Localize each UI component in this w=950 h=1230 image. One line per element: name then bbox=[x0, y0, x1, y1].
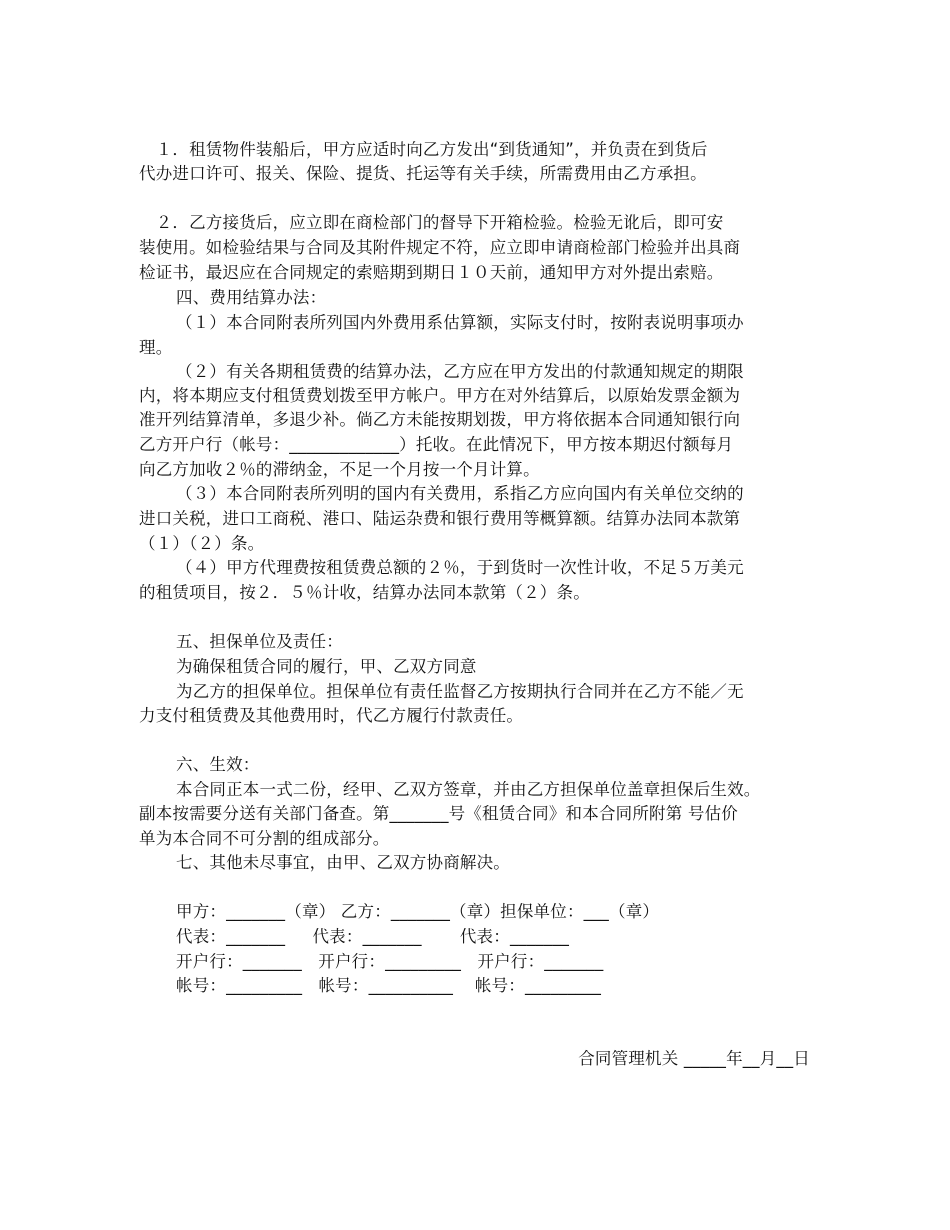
section-5-line-1: 为确保租赁合同的履行，甲、乙双方同意 bbox=[176, 657, 477, 676]
section-5-line-3: 力支付租赁费及其他费用时，代乙方履行付款责任。 bbox=[139, 706, 524, 725]
section-4-item-3-line-1: （３）本合同附表所列明的国内有关费用，系指乙方应向国内有关单位交纳的 bbox=[176, 484, 744, 503]
section-4-item-2-line-4: 乙方开户行（帐号：_____________）托收。在此情况下，甲方按本期迟付额每月 bbox=[139, 435, 734, 454]
signature-representative-row: 代表：_______ 代表：_______ 代表：_______ bbox=[176, 927, 570, 946]
section-4-heading: 四、费用结算办法： bbox=[176, 288, 327, 307]
signature-parties-row: 甲方：_______（章） 乙方：_______（章）担保单位：___（章） bbox=[176, 902, 660, 921]
section-4-item-4-line-2: 的租赁项目，按２．５％计收，结算办法同本款第（２）条。 bbox=[139, 583, 590, 602]
signature-bank-row: 开户行：_______ 开户行：_________ 开户行：_______ bbox=[176, 952, 604, 971]
clause-1-line-1: １．租赁物件装船后，甲方应适时向乙方发出“到货通知”，并负责在到货后 bbox=[139, 140, 708, 159]
section-6-heading: 六、生效： bbox=[176, 755, 260, 774]
section-4-item-3-line-2: 进口关税，进口工商税、港口、陆运杂费和银行费用等概算额。结算办法同本款第 bbox=[139, 509, 741, 528]
section-4-item-1-line-1: （１）本合同附表所列国内外费用系估算额，实际支付时，按附表说明事项办 bbox=[176, 313, 744, 332]
clause-2-line-1: ２．乙方接货后，应立即在商检部门的督导下开箱检验。检验无讹后，即可安 bbox=[139, 213, 724, 232]
contract-authority-date: 合同管理机关 _____年__月__日 bbox=[578, 1049, 810, 1068]
section-4-item-1-line-2: 理。 bbox=[139, 338, 173, 357]
section-4-item-3-line-3: （１）（２）条。 bbox=[139, 534, 265, 553]
clause-2-line-3: 检证书，最迟应在合同规定的索赔期到期日１０天前，通知甲方对外提出索赔。 bbox=[139, 263, 724, 282]
clause-2-line-2: 装使用。如检验结果与合同及其附件规定不符，应立即申请商检部门检验并出具商 bbox=[139, 238, 741, 257]
section-4-item-4-line-1: （４）甲方代理费按租赁费总额的２％，于到货时一次性计收，不足５万美元 bbox=[176, 558, 744, 577]
signature-account-row: 帐号：_________ 帐号：__________ 帐号：_________ bbox=[176, 976, 602, 995]
clause-1-line-2: 代办进口许可、报关、保险、提货、托运等有关手续，所需费用由乙方承担。 bbox=[139, 164, 707, 183]
section-4-item-2-line-5: 向乙方加收２％的滞纳金，不足一个月按一个月计算。 bbox=[139, 460, 540, 479]
section-7-line: 七、其他未尽事宜，由甲、乙双方协商解决。 bbox=[176, 853, 510, 872]
section-4-item-2-line-2: 内，将本期应支付租赁费划拨至甲方帐户。甲方在对外结算后，以原始发票金额为 bbox=[139, 386, 741, 405]
section-6-line-1: 本合同正本一式二份，经甲、乙双方签章，并由乙方担保单位盖章担保后生效。 bbox=[176, 780, 761, 799]
section-4-item-2-line-3: 准开列结算清单，多退少补。倘乙方未能按期划拨，甲方将依据本合同通知银行向 bbox=[139, 410, 741, 429]
section-5-heading: 五、担保单位及责任： bbox=[176, 632, 343, 651]
section-6-line-3: 单为本合同不可分割的组成部分。 bbox=[139, 829, 390, 848]
section-6-line-2: 副本按需要分送有关部门备查。第_______号《租赁合同》和本合同所附第 号估价 bbox=[139, 804, 738, 823]
section-5-line-2: 为乙方的担保单位。担保单位有责任监督乙方按期执行合同并在乙方不能／无 bbox=[176, 682, 744, 701]
section-4-item-2-line-1: （２）有关各期租赁费的结算办法，乙方应在甲方发出的付款通知规定的期限 bbox=[176, 362, 744, 381]
